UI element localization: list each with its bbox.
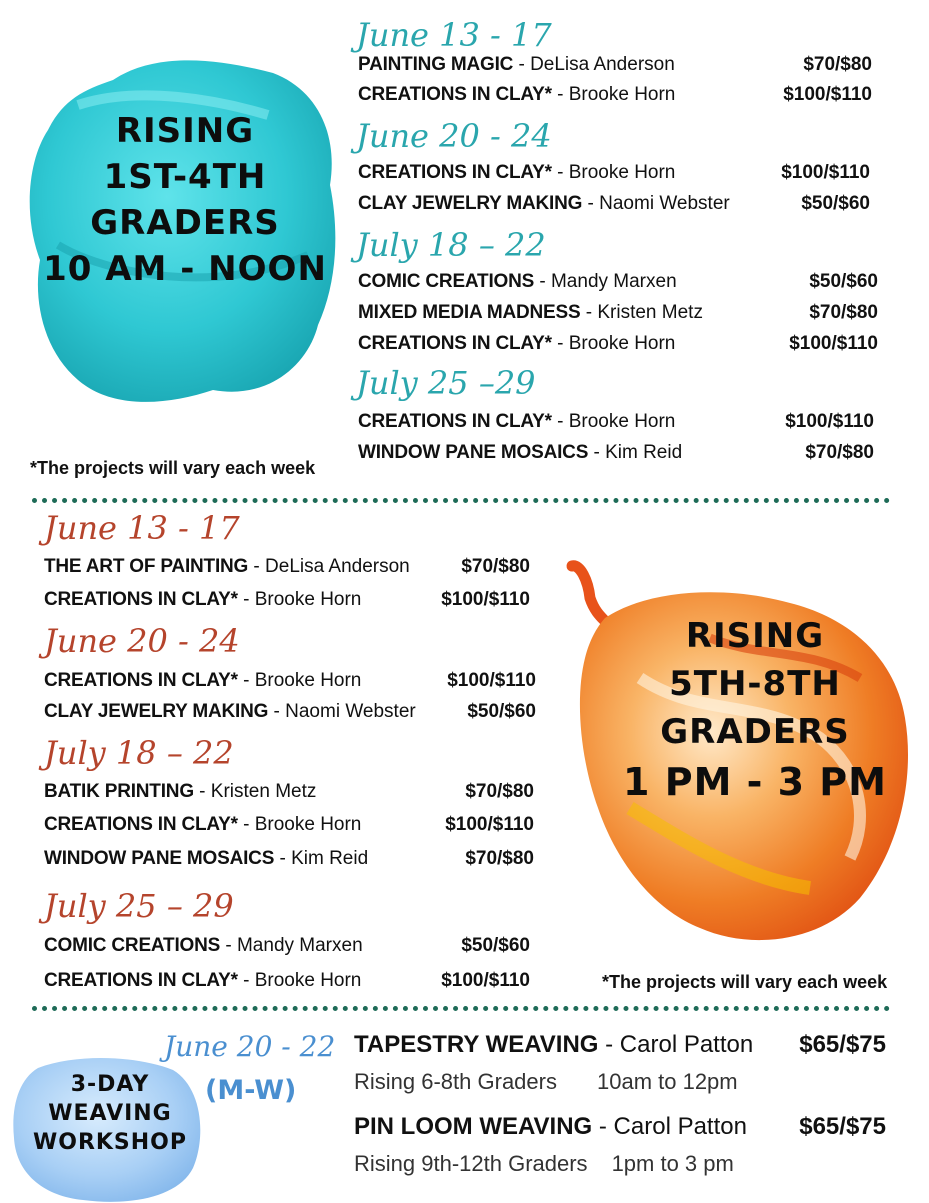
- section3-badge: 3-DAY WEAVING WORKSHOP: [32, 1072, 188, 1155]
- divider: [32, 1006, 890, 1011]
- list-item: CREATIONS IN CLAY* - Brooke Horn $100/$110: [44, 589, 530, 610]
- s2-note: *The projects will vary each week: [602, 972, 888, 992]
- list-item: CREATIONS IN CLAY* - Brooke Horn $100/$110: [358, 84, 872, 105]
- s1-note: *The projects will vary each week: [30, 458, 316, 478]
- s2-week3-date: July 18 – 22: [44, 734, 234, 772]
- list-item: CREATIONS IN CLAY* - Brooke Horn $100/$110: [358, 333, 878, 354]
- list-item: COMIC CREATIONS - Mandy Marxen $50/$60: [358, 271, 878, 292]
- list-item: CLAY JEWELRY MAKING - Naomi Webster $50/$60: [44, 701, 536, 722]
- list-item: BATIK PRINTING - Kristen Metz $70/$80: [44, 781, 534, 802]
- list-item: WINDOW PANE MOSAICS - Kim Reid $70/$80: [358, 442, 874, 463]
- list-item: THE ART OF PAINTING - DeLisa Anderson $70/$80: [44, 556, 530, 577]
- list-item: MIXED MEDIA MADNESS - Kristen Metz $70/$80: [358, 302, 878, 323]
- s3-item2-title: PIN LOOM WEAVING - Carol Patton: [354, 1113, 747, 1140]
- list-item: CREATIONS IN CLAY* - Brooke Horn $100/$110: [44, 814, 534, 835]
- s3-date: June 20 - 22: [164, 1030, 336, 1063]
- s3-item1-title: TAPESTRY WEAVING - Carol Patton: [354, 1031, 754, 1058]
- list-item: WINDOW PANE MOSAICS - Kim Reid $70/$80: [44, 848, 534, 869]
- list-item: CREATIONS IN CLAY* - Brooke Horn $100/$110: [358, 162, 870, 183]
- divider: [32, 498, 890, 503]
- list-item: PAINTING MAGIC - DeLisa Anderson $70/$80: [358, 54, 872, 75]
- s1-week4-date: July 25 –29: [356, 364, 536, 402]
- list-item: CREATIONS IN CLAY* - Brooke Horn $100/$110: [44, 970, 530, 991]
- s2-week1-date: June 13 - 17: [44, 509, 240, 547]
- section1-badge: RISING 1ST-4TH GRADERS 10 AM - NOON: [43, 111, 327, 289]
- s3-item1-sub: Rising 6-8th Graders 10am to 12pm: [354, 1069, 738, 1094]
- list-item: CLAY JEWELRY MAKING - Naomi Webster $50/$60: [358, 193, 870, 214]
- s3-item1-price: $65/$75: [799, 1031, 886, 1058]
- list-item: CREATIONS IN CLAY* - Brooke Horn $100/$110: [44, 670, 536, 691]
- s3-days: (M-W): [205, 1075, 297, 1106]
- s3-item2-sub: Rising 9th-12th Graders 1pm to 3 pm: [354, 1151, 734, 1176]
- s2-week4-date: July 25 – 29: [44, 887, 234, 925]
- list-item: COMIC CREATIONS - Mandy Marxen $50/$60: [44, 935, 530, 956]
- section2-badge: RISING 5TH-8TH GRADERS 1 PM - 3 PM: [623, 616, 887, 804]
- s1-week1-date: June 13 - 17: [356, 16, 552, 54]
- s1-week3-date: July 18 – 22: [356, 226, 546, 264]
- s1-week2-date: June 20 - 24: [356, 117, 552, 155]
- list-item: CREATIONS IN CLAY* - Brooke Horn $100/$110: [358, 411, 874, 432]
- s2-week2-date: June 20 - 24: [44, 622, 240, 660]
- s3-item2-price: $65/$75: [799, 1113, 886, 1140]
